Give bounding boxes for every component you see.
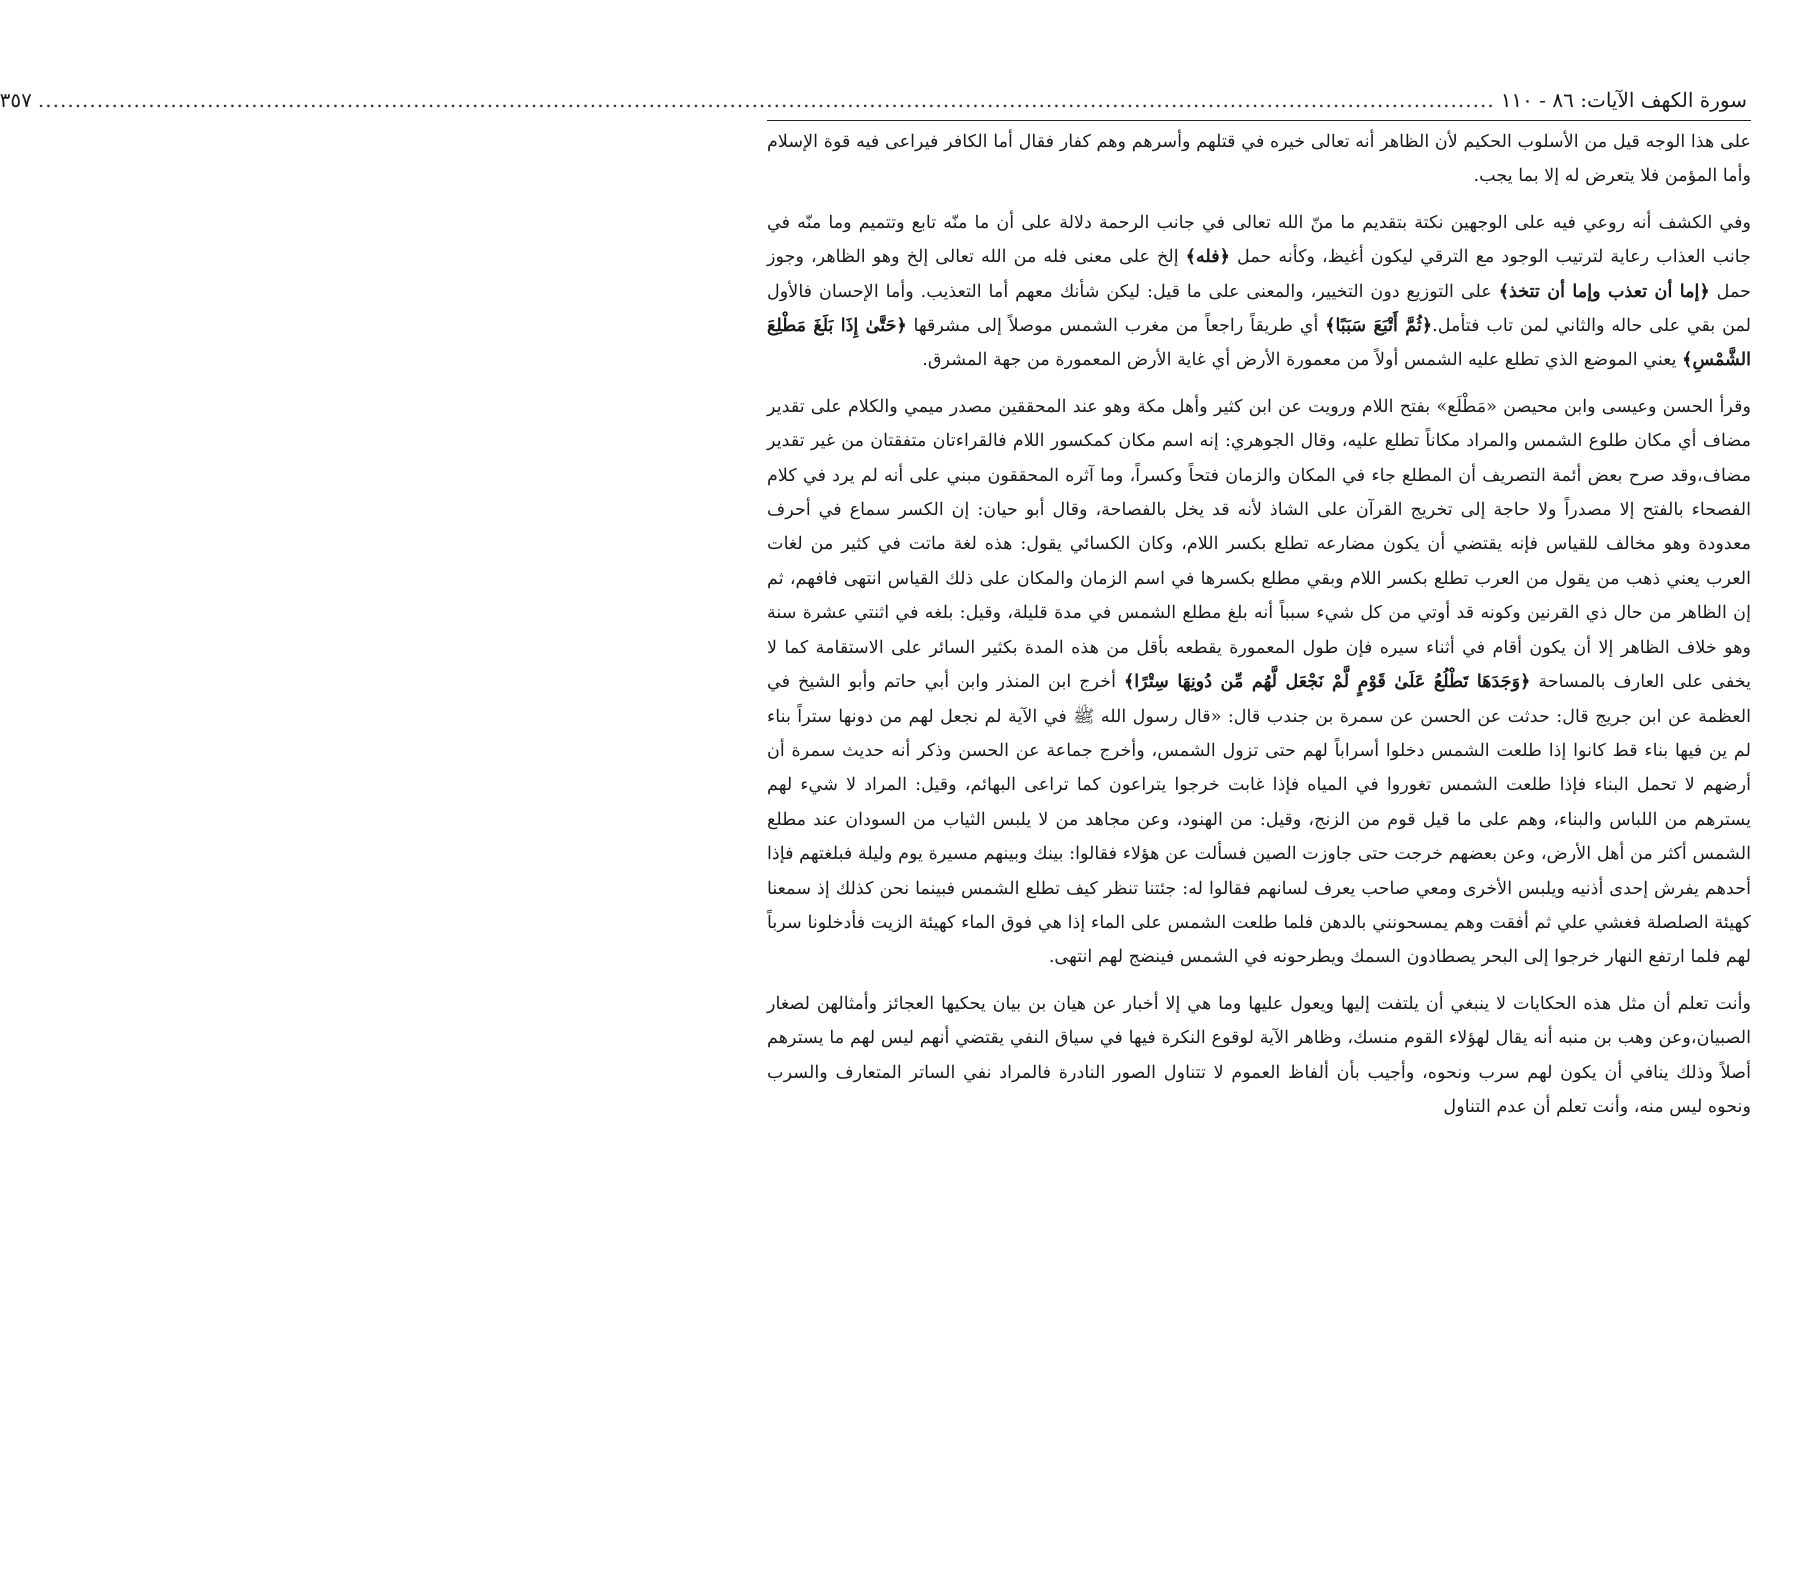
text-run: وقرأ الحسن وعيسى وابن محيصن «مَطْلَع» بفتح اللام ورويت عن ابن كثير وأهل مكة وهو عند المحققين مصدر ميمي والكلام على تقدير مضاف أي مكان طلوع الشمس والمراد مكاناً تطلع عليه، وقال الجوهري: إنه اسم مكان كمكسور اللام فالقراءتان متفقتان من غير تقدير مضاف،وقد صرح بعض أئمة التصريف أن المطلع جاء في المكان والزمان فتحاً وكسراً، وما آثره المحققون مبني على أنه لم يرد في كلام الفصحاء بالفتح إلا مصدراً ولا حاجة إلى تخريج القرآن على الشاذ لأنه قد يخل بالفصاحة، وقال أبو حيان: إن الكسر سماع في أحرف معدودة وهو مخالف للقياس فإنه يقتضي أن يكون مضارعه تطلع بكسر اللام، وكان الكسائي يقول: هذه لغة ماتت في كثير من لغات العرب يعني ذهب من يقول من العرب تطلع بكسر اللام وبقي مطلع بكسرها في اسم الزمان والمكان على ذلك القياس انتهى فافهم، ثم إن الظاهر من حال ذي القرنين وكونه قد أوتي من كل شيء سبباً أنه بلغ مطلع الشمس في مدة قليلة، وقيل: بلغه في اثنتي عشرة سنة وهو خلاف الظاهر إلا أن يكون أقام في أثناء سيره فإن طول المعمورة يقطعه بأقل من هذه المدة بكثير السائر على الاستقامة كما لا يخفى على العارف بالمساحة bbox=[767, 396, 1751, 693]
body-text bbox=[767, 125, 1751, 1124]
text-run: أخرج ابن المنذر وابن أبي حاتم وأبو الشيخ في العظمة عن ابن جريج قال: حدثت عن الحسن عن سمرة بن جندب قال: «قال رسول الله ﷺ في الآية لم نجعل لهم من دونها ستراً بناء لم ين فيها بناء قط كانوا إذا طلعت الشمس دخلوا أسراباً لهم حتى تزول الشمس، وأخرج جماعة عن الحسن وذكر أنه حديث سمرة أن أرضهم لا تحمل البناء فإذا طلعت الشمس تغوروا في المياه فإذا غابت خرجوا يتراعون كما تراعى البهائم، وقيل: المراد لا شيء لهم يسترهم من اللباس والبناء، وهم على ما قيل قوم من الزنج، وقيل: من الهنود، وعن مجاهد من لا يلبس الثياب من السودان عند مطلع الشمس أكثر من أهل الأرض، وعن بعضهم خرجت حتى جاوزت الصين فسألت عن هؤلاء فقالوا: بينك وبينهم مسيرة يوم وليلة فبلغتهم فإذا أحدهم يفرش إحدى أذنيه ويلبس الأخرى ومعي صاحب يعرف لسانهم فقالوا له: جئتنا تنظر كيف تطلع الشمس فبينما نحن كذلك إذ سمعنا كهيئة الصلصلة فغشي علي ثم أفقت وهم يمسحونني بالدهن فلما طلعت الشمس على الماء إذا هي فوق الماء كهيئة الزيت فأدخلونا سرباً لهم فلما ارتفع النهار خرجوا إلى البحر يصطادون السمك ويطرحونه في الشمس فينضج لهم انتهى. bbox=[767, 672, 1751, 968]
text-run: إلخ على معنى فله من الله تعالى إلخ وهو الظاهر، وجوز حمل bbox=[767, 247, 1752, 302]
text-run: على التوزيع دون التخيير، والمعنى على ما قيل: ليكن شأنك معهم أما التعذيب. وأما الإحسان فالأول لمن بقي على حاله والثاني لمن تاب فتأمل. bbox=[767, 281, 1752, 337]
page-number: ٣٥٧ bbox=[0, 88, 32, 112]
leader-dots: ...................................................................................................................................................................................................... bbox=[37, 88, 1495, 112]
paragraph-4 bbox=[767, 987, 1751, 1125]
paragraph-1 bbox=[767, 125, 1751, 194]
text-run: وفي الكشف أنه روعي فيه على الوجهين نكتة بتقديم ما منّ الله تعالى في جانب الرحمة دلالة على أن ما منّه تابع وتتميم وما منّه في جانب العذاب رعاية لترتيب الوجود مع الترقي ليكون أغيظ، وكأنه حمل bbox=[767, 212, 1752, 268]
quran-verse: ﴿فله﴾ bbox=[1185, 246, 1230, 268]
running-header bbox=[0, 88, 1751, 121]
paragraph-2 bbox=[767, 206, 1751, 378]
quran-verse: ﴿وَجَدَهَا تَطْلُعُ عَلَىٰ قَوْمٍ لَّمْ نَجْعَل لَّهُم مِّن دُونِهَا سِتْرًا﴾ bbox=[1123, 671, 1531, 693]
quran-verse: ﴿ثُمَّ أَتْبَعَ سَبَبًا﴾ bbox=[1325, 315, 1433, 337]
surah-title: سورة الكهف الآيات: ٨٦ - ١١٠ bbox=[1500, 88, 1747, 112]
book-page bbox=[0, 88, 1752, 1136]
text-run: يعني الموضع الذي تطلع عليه الشمس أولاً من معمورة الأرض أي غاية الأرض المعمورة من جهة المشرق. bbox=[922, 350, 1683, 371]
quran-verse: ﴿حَتَّىٰ إِذَا بَلَغَ مَطْلِعَ الشَّمْسِ﴾ bbox=[767, 315, 1751, 371]
paragraph-3 bbox=[767, 390, 1751, 975]
text-run: وأنت تعلم أن مثل هذه الحكايات لا ينبغي أن يلتفت إليها ويعول عليها وما هي إلا أخبار عن هيان بن بيان يحكيها العجائز وأمثالهن لصغار الصبيان،وعن وهب بن منبه أنه يقال لهؤلاء القوم منسك، وظاهر الآية لوقوع النكرة فيها في سياق النفي يقتضي أنهم ليس لهم ما يسترهم أصلاً وذلك ينافي أن يكون لهم سرب ونحوه، وأجيب بأن ألفاظ العموم لا تتناول الصور النادرة فالمراد نفي الساتر المتعارف والسرب ونحوه ليس منه، وأنت تعلم أن عدم التناول bbox=[767, 993, 1751, 1117]
text-run: على هذا الوجه قيل من الأسلوب الحكيم لأن الظاهر أنه تعالى خيره في قتلهم وأسرهم وهم كفار فقال أما الكافر فيراعى فيه قوة الإسلام وأما المؤمن فلا يتعرض له إلا بما يجب. bbox=[767, 132, 1751, 187]
text-run: أي طريقاً راجعاً من مغرب الشمس موصلاً إلى مشرقها bbox=[906, 316, 1326, 337]
quran-verse: ﴿إما أن تعذب وإما أن تتخذ﴾ bbox=[1498, 280, 1710, 302]
